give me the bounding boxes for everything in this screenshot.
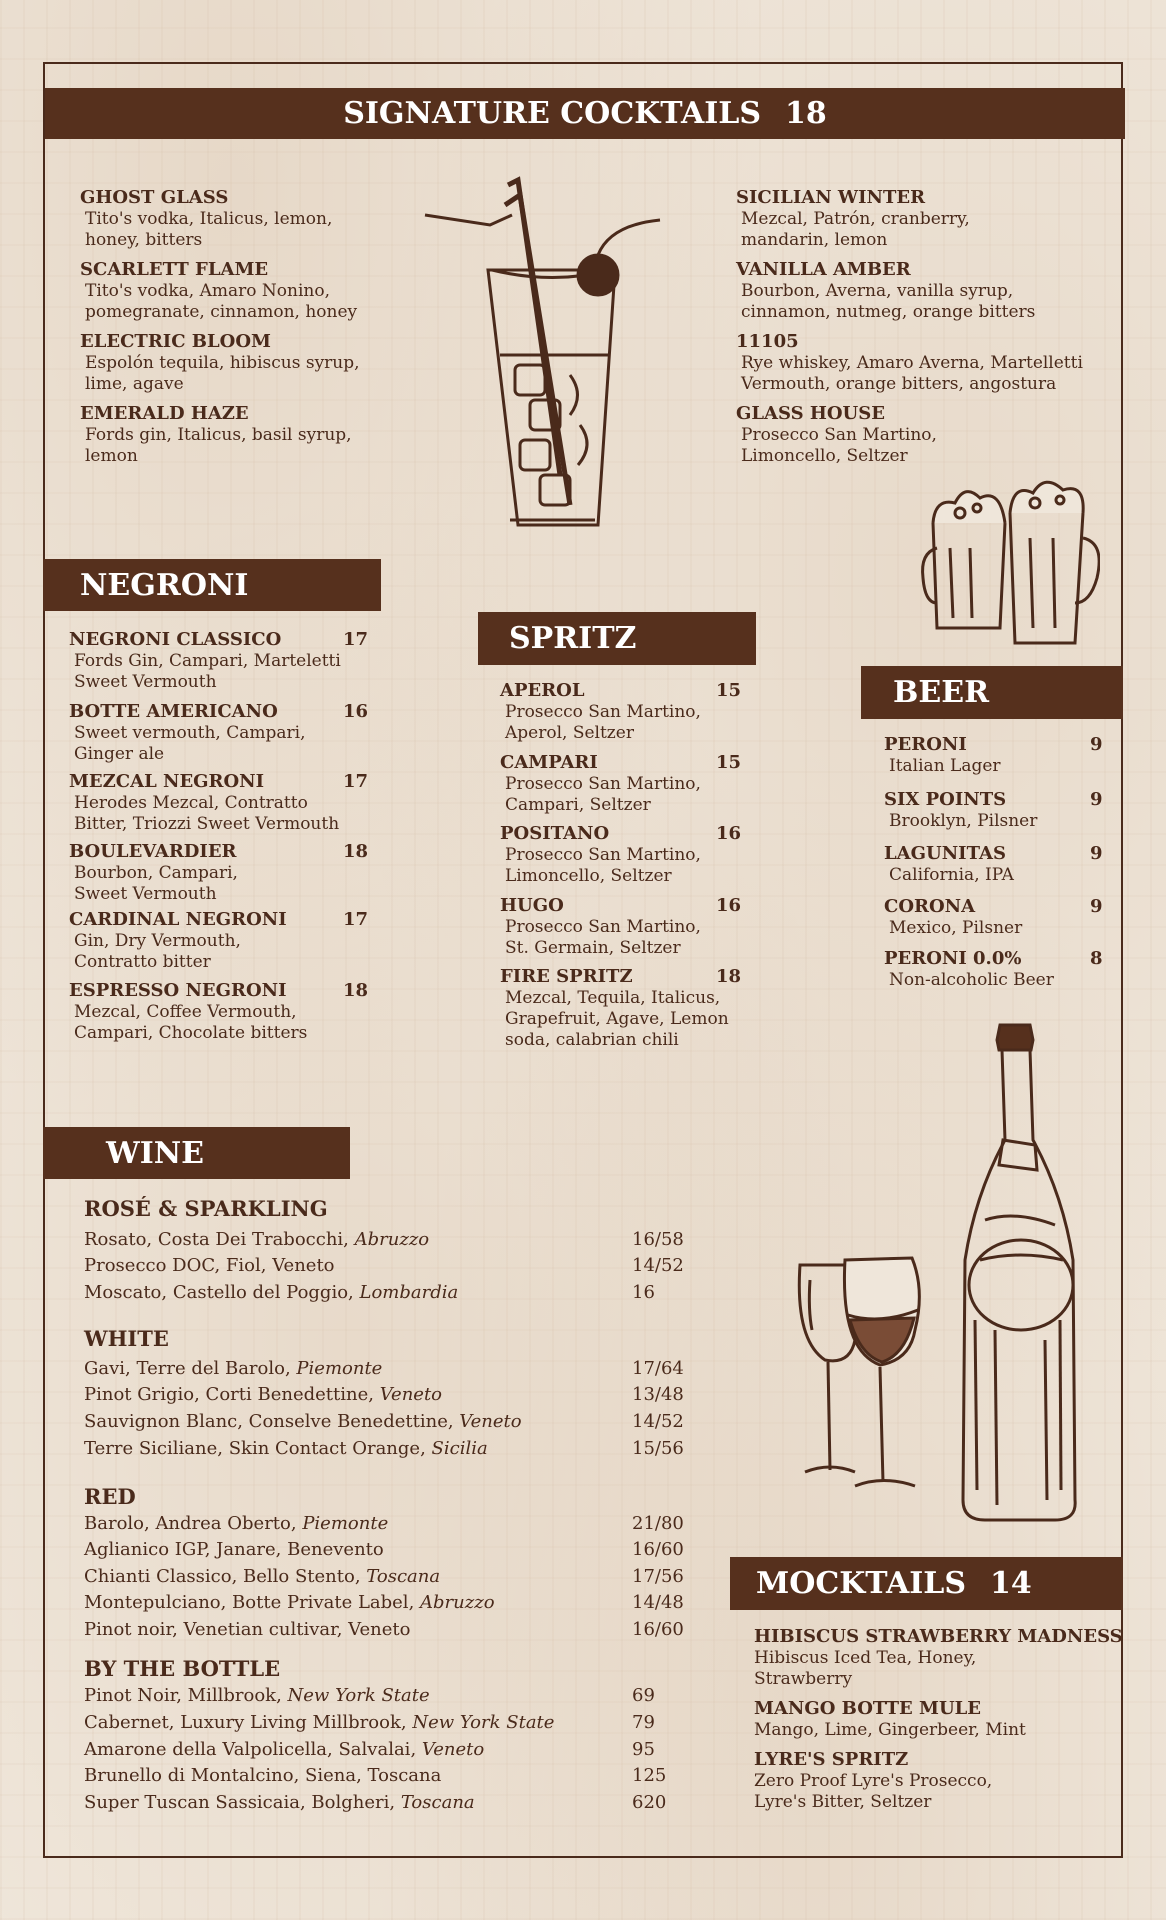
item-desc: Gin, Dry Vermouth, — [74, 931, 241, 951]
item-desc: Contratto bitter — [74, 952, 211, 972]
item-name: MEZCAL NEGRONI — [69, 771, 265, 792]
item-name: CORONA — [884, 896, 976, 917]
item-name: GHOST GLASS — [80, 187, 229, 208]
wine-row: Moscato, Castello del Poggio, Lombardia — [84, 1282, 459, 1303]
item-name: MANGO BOTTE MULE — [754, 1698, 982, 1719]
item-name: HIBISCUS STRAWBERRY MADNESS — [754, 1626, 1123, 1647]
item-desc: Campari, Seltzer — [505, 795, 651, 815]
item-price: 17 — [343, 629, 369, 650]
cocktail-item — [80, 259, 357, 323]
wine-row: Pinot noir, Venetian cultivar, Veneto — [84, 1619, 411, 1640]
item-desc: Mezcal, Coffee Vermouth, — [74, 1002, 297, 1022]
signature-cocktails-header — [45, 88, 1125, 139]
item-price: 9 — [1090, 789, 1103, 810]
cocktail-glass-icon — [420, 175, 670, 535]
item-name: ELECTRIC BLOOM — [80, 331, 271, 352]
beer-mugs-icon — [915, 478, 1100, 653]
wine-price: 17/64 — [632, 1358, 684, 1379]
mocktail-item — [754, 1626, 1123, 1690]
negroni-title: NEGRONI — [80, 567, 249, 603]
spritz-item — [500, 966, 729, 1051]
item-desc: Espolón tequila, hibiscus syrup, — [85, 353, 360, 373]
item-desc: Limoncello, Seltzer — [741, 446, 908, 466]
item-name: SICILIAN WINTER — [736, 187, 926, 208]
item-desc: Fords gin, Italicus, basil syrup, — [85, 425, 352, 445]
wine-row: Montepulciano, Botte Private Label, Abruzzo — [84, 1592, 495, 1613]
wine-section-heading: WHITE — [84, 1326, 169, 1351]
wine-row: Cabernet, Luxury Living Millbrook, New York State — [84, 1712, 555, 1733]
item-desc: Sweet Vermouth — [74, 884, 217, 904]
wine-price: 13/48 — [632, 1384, 684, 1405]
item-name: ESPRESSO NEGRONI — [69, 980, 287, 1001]
wine-price: 16/60 — [632, 1539, 684, 1560]
item-name: PERONI — [884, 734, 967, 755]
wine-row: Super Tuscan Sassicaia, Bolgheri, Toscana — [84, 1792, 475, 1813]
item-desc: Ginger ale — [74, 744, 165, 764]
item-desc: Zero Proof Lyre's Prosecco, — [754, 1771, 993, 1791]
beer-header — [861, 666, 1123, 719]
wine-price: 14/52 — [632, 1411, 684, 1432]
wine-price: 14/48 — [632, 1592, 684, 1613]
mocktails-header — [730, 1557, 1123, 1610]
wine-section-heading: BY THE BOTTLE — [84, 1656, 281, 1681]
item-name: FIRE SPRITZ — [500, 966, 633, 987]
cocktail-item — [736, 259, 1035, 323]
negroni-item — [69, 771, 339, 835]
wine-row: Gavi, Terre del Barolo, Piemonte — [84, 1358, 383, 1379]
spritz-item — [500, 752, 701, 816]
item-desc: Aperol, Seltzer — [505, 723, 634, 743]
wine-row: Brunello di Montalcino, Siena, Toscana — [84, 1765, 442, 1786]
item-price: 17 — [343, 909, 369, 930]
beer-item — [884, 948, 1054, 991]
item-name: LAGUNITAS — [884, 843, 1006, 864]
item-desc: Mango, Lime, Gingerbeer, Mint — [754, 1720, 1026, 1740]
wine-row: Barolo, Andrea Oberto, Piemonte — [84, 1513, 389, 1534]
mocktails-price: 14 — [990, 1566, 1032, 1601]
item-desc: Non-alcoholic Beer — [889, 970, 1054, 990]
wine-price: 79 — [632, 1712, 655, 1733]
item-desc: Mezcal, Tequila, Italicus, — [505, 988, 721, 1008]
wine-price: 15/56 — [632, 1438, 684, 1459]
beer-item — [884, 789, 1037, 832]
item-desc: California, IPA — [889, 865, 1014, 885]
wine-price: 125 — [632, 1765, 667, 1786]
negroni-item — [69, 701, 305, 765]
spritz-title: SPRITZ — [509, 621, 637, 656]
item-name: LYRE'S SPRITZ — [754, 1749, 909, 1770]
wine-row: Aglianico IGP, Janare, Benevento — [84, 1539, 384, 1560]
beer-item — [884, 896, 1022, 939]
cocktail-item — [80, 187, 332, 251]
item-desc: Strawberry — [754, 1669, 853, 1689]
wine-row: Pinot Noir, Millbrook, New York State — [84, 1685, 430, 1706]
item-desc: Bourbon, Averna, vanilla syrup, — [741, 281, 1014, 301]
item-price: 18 — [343, 980, 369, 1001]
item-name: SIX POINTS — [884, 789, 1007, 810]
wine-price: 14/52 — [632, 1255, 684, 1276]
wine-row: Rosato, Costa Dei Trabocchi, Abruzzo — [84, 1229, 430, 1250]
item-name: VANILLA AMBER — [736, 259, 911, 280]
beer-item — [884, 843, 1014, 886]
item-price: 16 — [716, 823, 742, 844]
wine-row: Chianti Classico, Bello Stento, Toscana — [84, 1566, 441, 1587]
negroni-header — [43, 559, 381, 611]
wine-bottle-icon — [955, 1020, 1085, 1525]
item-name: HUGO — [500, 895, 564, 916]
spritz-header — [478, 612, 756, 665]
item-desc: Sweet Vermouth — [74, 672, 217, 692]
item-desc: mandarin, lemon — [741, 230, 888, 250]
signature-price: 18 — [785, 96, 827, 131]
wine-row: Amarone della Valpolicella, Salvalai, Veneto — [84, 1739, 485, 1760]
item-price: 18 — [343, 841, 369, 862]
item-desc: Sweet vermouth, Campari, — [74, 723, 306, 743]
spritz-item — [500, 895, 701, 959]
wine-price: 16 — [632, 1282, 655, 1303]
item-price: 18 — [716, 966, 742, 987]
wine-glasses-icon — [790, 1250, 950, 1500]
item-desc: cinnamon, nutmeg, orange bitters — [741, 302, 1036, 322]
mocktails-title: MOCKTAILS — [756, 1566, 967, 1601]
item-price: 15 — [716, 752, 742, 773]
item-desc: Mezcal, Patrón, cranberry, — [741, 209, 970, 229]
item-desc: lime, agave — [85, 374, 184, 394]
item-desc: Prosecco San Martino, — [505, 917, 701, 937]
item-name: GLASS HOUSE — [736, 403, 885, 424]
cocktail-item — [80, 331, 360, 395]
wine-price: 620 — [632, 1792, 667, 1813]
item-desc: Bitter, Triozzi Sweet Vermouth — [74, 814, 340, 834]
wine-price: 16/58 — [632, 1229, 684, 1250]
item-desc: Campari, Chocolate bitters — [74, 1023, 308, 1043]
item-name: PERONI 0.0% — [884, 948, 1022, 969]
item-desc: Grapefruit, Agave, Lemon — [505, 1009, 729, 1029]
item-price: 16 — [716, 895, 742, 916]
item-desc: soda, calabrian chili — [505, 1030, 679, 1050]
item-desc: Lyre's Bitter, Seltzer — [754, 1792, 932, 1812]
item-desc: pomegranate, cinnamon, honey — [85, 302, 358, 322]
wine-header — [43, 1127, 350, 1179]
item-desc: Herodes Mezcal, Contratto — [74, 793, 308, 813]
item-price: 9 — [1090, 896, 1103, 917]
item-desc: lemon — [85, 446, 138, 466]
wine-section-heading: ROSÉ & SPARKLING — [84, 1196, 328, 1221]
item-desc: Brooklyn, Pilsner — [889, 811, 1038, 831]
negroni-item — [69, 909, 287, 973]
item-desc: Tito's vodka, Italicus, lemon, — [85, 209, 333, 229]
item-desc: St. Germain, Seltzer — [505, 938, 681, 958]
wine-row: Terre Siciliane, Skin Contact Orange, Sicilia — [84, 1438, 488, 1459]
negroni-item — [69, 841, 238, 905]
wine-row: Pinot Grigio, Corti Benedettine, Veneto — [84, 1384, 443, 1405]
cocktail-item — [80, 403, 352, 467]
mocktail-item — [754, 1698, 1026, 1741]
spritz-item — [500, 823, 701, 887]
item-name: EMERALD HAZE — [80, 403, 249, 424]
negroni-item — [69, 980, 307, 1044]
cocktail-item — [736, 331, 1083, 395]
signature-title: SIGNATURE COCKTAILS — [343, 96, 762, 131]
beer-item — [884, 734, 1001, 777]
item-desc: Prosecco San Martino, — [741, 425, 937, 445]
mocktail-item — [754, 1749, 992, 1813]
item-price: 9 — [1090, 734, 1103, 755]
item-desc: Fords Gin, Campari, Marteletti — [74, 651, 341, 671]
item-desc: Rye whiskey, Amaro Averna, Martelletti — [741, 353, 1083, 373]
item-desc: Hibiscus Iced Tea, Honey, — [754, 1648, 977, 1668]
item-desc: Prosecco San Martino, — [505, 845, 701, 865]
item-name: BOTTE AMERICANO — [69, 701, 278, 722]
wine-row: Sauvignon Blanc, Conselve Benedettine, Veneto — [84, 1411, 522, 1432]
wine-section-heading: RED — [84, 1484, 136, 1509]
item-desc: Tito's vodka, Amaro Nonino, — [85, 281, 330, 301]
item-price: 16 — [343, 701, 369, 722]
cocktail-item — [736, 403, 937, 467]
item-desc: Prosecco San Martino, — [505, 774, 701, 794]
item-name: 11105 — [736, 331, 799, 352]
wine-title: WINE — [106, 1135, 205, 1171]
item-price: 8 — [1090, 948, 1103, 969]
item-name: SCARLETT FLAME — [80, 259, 269, 280]
spritz-item — [500, 680, 701, 744]
wine-price: 69 — [632, 1685, 655, 1706]
item-price: 15 — [716, 680, 742, 701]
wine-row: Prosecco DOC, Fiol, Veneto — [84, 1255, 335, 1276]
item-desc: Mexico, Pilsner — [889, 918, 1023, 938]
beer-title: BEER — [893, 675, 990, 710]
item-name: APEROL — [500, 680, 585, 701]
item-name: BOULEVARDIER — [69, 841, 237, 862]
item-name: NEGRONI CLASSICO — [69, 629, 282, 650]
item-desc: Limoncello, Seltzer — [505, 866, 672, 886]
wine-price: 95 — [632, 1739, 655, 1760]
wine-price: 16/60 — [632, 1619, 684, 1640]
item-desc: Italian Lager — [889, 756, 1001, 776]
item-desc: Vermouth, orange bitters, angostura — [741, 374, 1057, 394]
cocktail-item — [736, 187, 970, 251]
item-name: CARDINAL NEGRONI — [69, 909, 287, 930]
item-desc: Bourbon, Campari, — [74, 863, 238, 883]
item-price: 17 — [343, 771, 369, 792]
wine-price: 21/80 — [632, 1513, 684, 1534]
negroni-item — [69, 629, 341, 693]
item-price: 9 — [1090, 843, 1103, 864]
item-desc: honey, bitters — [85, 230, 203, 250]
item-desc: Prosecco San Martino, — [505, 702, 701, 722]
wine-price: 17/56 — [632, 1566, 684, 1587]
item-name: CAMPARI — [500, 752, 598, 773]
item-name: POSITANO — [500, 823, 610, 844]
